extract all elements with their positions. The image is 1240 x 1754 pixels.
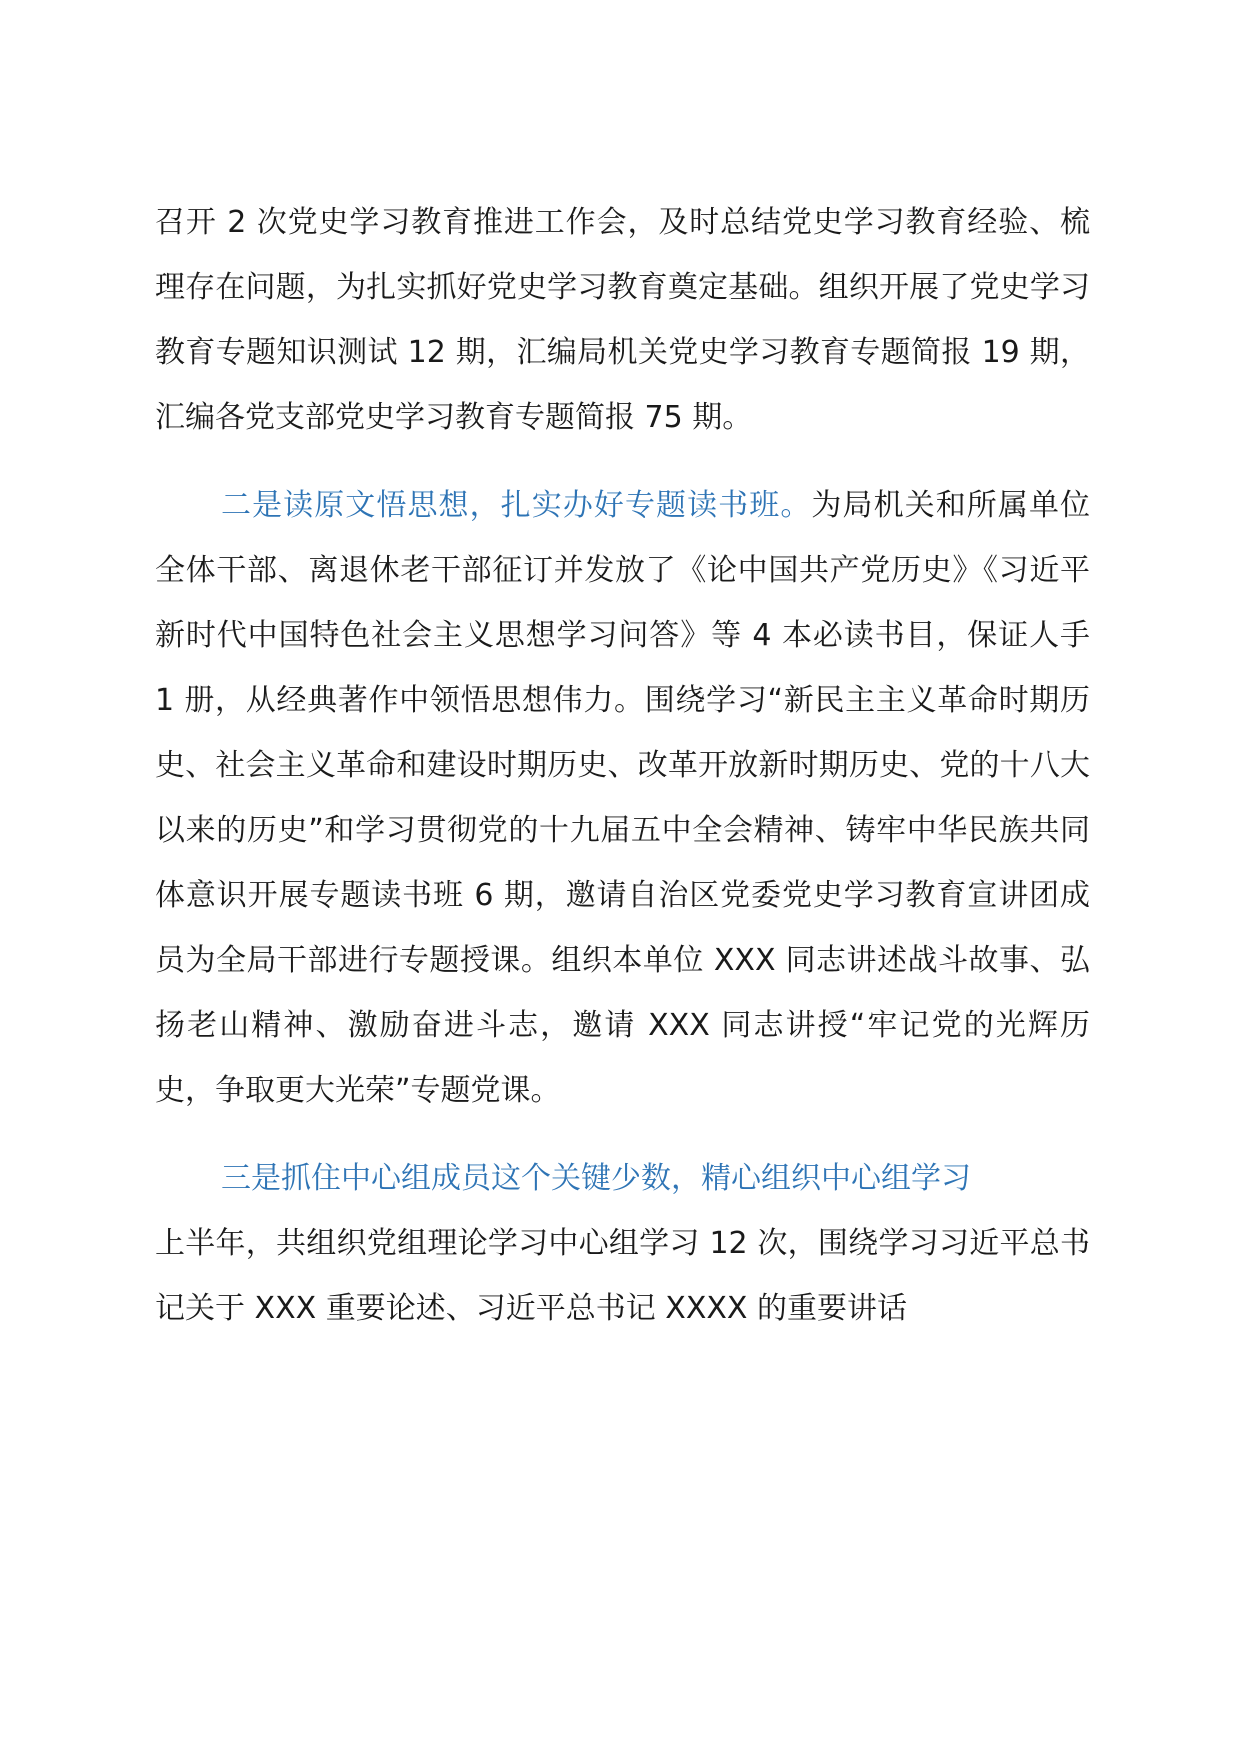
paragraph-reading-class bbox=[155, 473, 1090, 1123]
paragraph-text: 召开 2 次党史学习教育推进工作会，及时总结党史学习教育经验、梳理存在问题，为扎实抓好党史学习教育奠定基础。组织开展了党史学习教育专题知识测试 12 期，汇编局机关党史学习教育专题简报 19 期，汇编各党支部党史学习教育专题简报 75 期。 bbox=[155, 205, 1090, 435]
paragraph-text: 为局机关和所属单位全体干部、离退休老干部征订并发放了《论中国共产党历史》《习近平新时代中国特色社会主义思想学习问答》等 4 本必读书目，保证人手 1 册，从经典著作中领悟思想伟力。围绕学习“新民主主义革命时期历史、社会主义革命和建设时期历史、改革开放新时期历史、党的十八大以来的历史”和学习贯彻党的十九届五中全会精神、铸牢中华民族共同体意识开展专题读书班 6 期，邀请自治区党委党史学习教育宣讲团成员为全局干部进行专题授课。组织本单位 XXX 同志讲述战斗故事、弘扬老山精神、激励奋进斗志，邀请 XXX 同志讲授“牢记党的光辉历史，争取更大光荣”专题党课。 bbox=[155, 488, 1091, 1108]
paragraph-heading: 三是抓住中心组成员这个关键少数，精心组织中心组学习 bbox=[221, 1161, 971, 1196]
paragraph-continuation bbox=[155, 190, 1090, 450]
paragraph-text: 上半年，共组织党组理论学习中心组学习 12 次，围绕学习习近平总书记关于 XXX 重要论述、习近平总书记 XXXX 的重要讲话 bbox=[155, 1226, 1090, 1326]
paragraph-heading: 二是读原文悟思想，扎实办好专题读书班。 bbox=[221, 488, 812, 523]
document-body bbox=[155, 190, 1090, 1341]
paragraph-central-group-study bbox=[155, 1146, 1090, 1341]
